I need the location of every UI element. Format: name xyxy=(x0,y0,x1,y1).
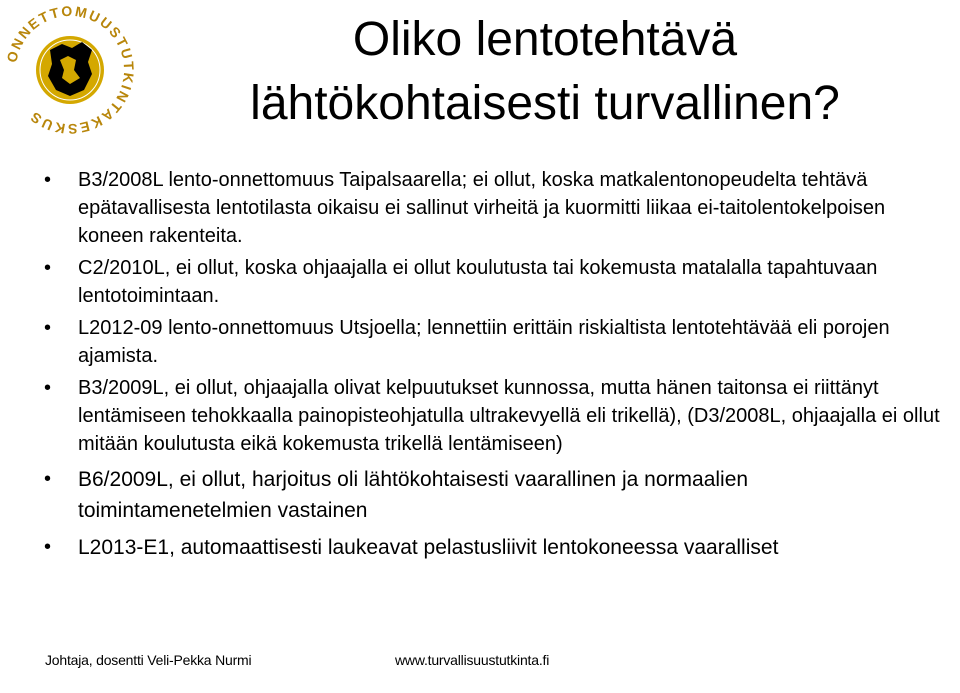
footer-author: Johtaja, dosentti Veli-Pekka Nurmi xyxy=(45,652,252,668)
footer-url: www.turvallisuustutkinta.fi xyxy=(395,652,550,668)
bullet-item: • B3/2009L, ei ollut, ohjaajalla olivat kelpuutukset kunnossa, mutta hänen taitonsa ei riittänyt lentämiseen tehokkaalla painopisteohjatulla ultrakevyellä eli trikellä), (D3/2008L, ohjaajalla ei ollut mitään koulutusta eikä kokemusta trikellä lentämiseen) xyxy=(44,374,944,458)
bullet-item: • L2012-09 lento-onnettomuus Utsjoella; lennettiin erittäin riskialtista lentotehtävää eli porojen ajamista. xyxy=(44,314,944,370)
bullet-item: • B6/2009L, ei ollut, harjoitus oli lähtökohtaisesti vaarallinen ja normaalien toimintamenetelmien vastainen xyxy=(44,464,944,526)
logo-emblem xyxy=(0,0,140,140)
bullet-item: • B3/2008L lento-onnettomuus Taipalsaarella; ei ollut, koska matkalentonopeudelta tehtävä epätavallisesta lentotilasta oikaisu ei sallinut virheitä ja kuormitti liikaa ei-taitolentokelpoisen koneen rakenteita. xyxy=(44,166,944,250)
bullet-item: • L2013-E1, automaattisesti laukeavat pelastusliivit lentokoneessa vaaralliset xyxy=(44,532,944,563)
lion-emblem-icon xyxy=(0,0,140,140)
page-title xyxy=(150,8,940,136)
bullet-list xyxy=(44,166,944,563)
svg-text:ONNETTOMUUSTUTKINTAKESKUS: ONNETTOMUUSTUTKINTAKESKUS xyxy=(3,2,138,138)
bullet-item: • C2/2010L, ei ollut, koska ohjaajalla ei ollut koulutusta tai kokemusta matalalla tapahtuvaan lentotoimintaan. xyxy=(44,254,944,310)
title-line-1: Oliko lentotehtävä xyxy=(352,13,738,66)
title-line-2: lähtökohtaisesti turvallinen? xyxy=(250,77,840,130)
